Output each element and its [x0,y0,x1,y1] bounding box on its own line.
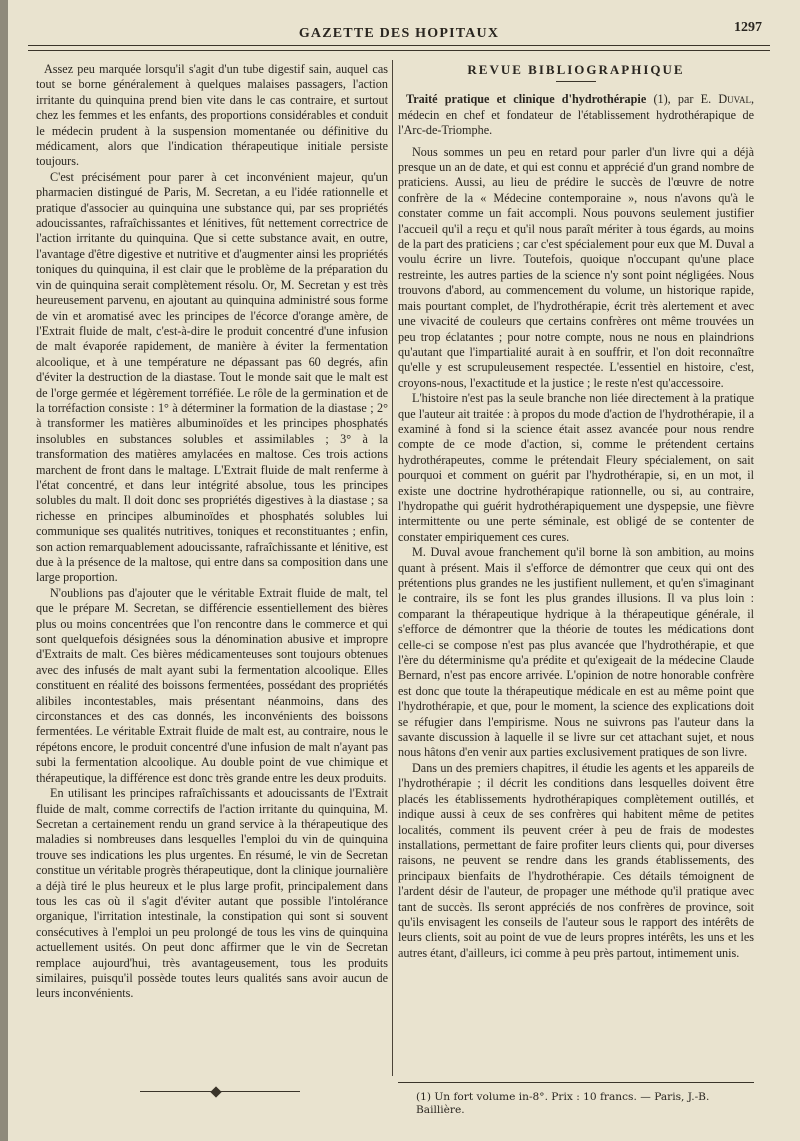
book-title: Traité pratique et clinique d'hydrothérapie [406,92,647,107]
book-reference [398,92,754,138]
right-paragraph-4: Dans un des premiers chapitres, il étudie les agents et les appareils de l'hydrothérapie ; il décrit les conditions dans lesquelles doivent être placés les établissements hydrothérapiques complètement outillés, et indique aussi à ceux de ses confrères qui habitent même de petites localités, comment ils peuvent créer à peu de frais de modestes installations, permettant de faire profiter leurs clients qui, pour diverses raisons, ne peuvent se rendre dans les grands établissements, des principaux bienfaits de l'hydrothérapie. Ces détails témoignent de l'ardent désir de l'auteur, de propager une méthode qu'il pratique avec tant de succès. Ils seront appréciés de nos confrères de province, soit qu'ils envisagent les conseils de l'auteur sous le rapport des intérêts de leurs clients, soit au point de vue de leurs propres intérêts, les uns et les autres étant, d'ailleurs, ici comme à peu près partout, intimement unis. [398,760,754,960]
page-edge-shadow [0,0,8,1141]
left-paragraph-1: Assez peu marquée lorsqu'il s'agit d'un tube digestif sain, auquel cas tout se borne généralement à quelques malaises passagers, l'action irritante du quinquina prend bien vite dans le cas contraire, et surtout chez les femmes et les enfants, des proportions considérables et conduit le médecin prudent à la suspension momentanée ou définitive du médicament, alors que l'indication thérapeutique initiale persiste toujours. [36,62,388,169]
page-header [28,18,770,58]
header-rule-bottom [28,50,770,51]
right-paragraph-1: Nous sommes un peu en retard pour parler d'un livre qui a déjà presque un an de date, et qui est connu et apprécié d'un grand nombre de praticiens. Aussi, au lieu de prédire le succès de l'œuvre de notre confrère de la « Médecine contemporaine », nous n'avons qu'à le constater comme un fait accompli. Nous pouvons seulement justifier l'accueil qu'il a reçu et qu'il nous paraît mériter à tous égards, au moins de la part des praticiens ; car c'est spécialement pour eux que M. Duval a voulu écrire un livre. Toutefois, quoique n'occupant qu'une place restreinte, les autres parties de la science n'y sont point négligées. Nous trouvons d'abord, au commencement du volume, un historique rapide, mais pourtant complet, de l'hydrothérapie, écrit très alertement et avec une vivacité de couleurs que certains confrères ont même trouvées un peu trop éclatantes ; pour notre compte, nous ne nous en plaindrions qu'autant que l'impartialité aurait à en souffrir, et l'on doit reconnaître qu'elle y est scrupuleusement respectée. L'essentiel en histoire, c'est, croyons-nous, l'exactitude et la justice ; le reste n'est qu'accessoire. [398,144,754,390]
left-paragraph-4: En utilisant les principes rafraîchissants et adoucissants de l'Extrait fluide de malt, comme correctifs de l'action irritante du quinquina, M. Secretan a certainement rendu un grand service à la thérapeutique des maladies si nombreuses dans lesquelles l'emploi du vin de quinquina trouve ses indications les plus urgentes. En résumé, le vin de Secretan constitue un véritable progrès thérapeutique, dont la clinique journalière a déjà tiré le plus heureux et le plus large profit, principalement dans tous les cas où il s'agit d'éviter autant que possible l'intolérance organique, l'irritation intestinale, la constipation qui sont si souvent consécutives à l'emploi un peu prolongé de tous les vins de quinquina actuellement usités. On peut donc affirmer que le vin de Secretan remplace aujourd'hui, très avantageusement, tous les produits similaires, puisqu'il possède toutes leurs qualités sans avoir aucun de leurs inconvénients. [36,786,388,1001]
right-column [398,62,754,961]
book-author: Duval [718,92,751,107]
book-note-ref: (1), par E. [653,92,712,107]
section-title-rule [556,81,596,82]
footnote-rule [398,1082,754,1083]
newspaper-title: GAZETTE DES HOPITAUX [298,26,500,41]
section-title: REVUE BIBLIOGRAPHIQUE [467,62,685,77]
right-paragraph-3: M. Duval avoue franchement qu'il borne là son ambition, au moins quant à présent. Mais il s'efforce de démontrer que ceux qui ont des prétentions plus grandes ne les justifient nullement, et qu'en s'imaginant le contraire, ils se font les plus grandes illusions. Il va plus loin : comparant la thérapeutique hydrique à la thérapeutique générale, il s'efforce de démontrer que la théorie de toutes les médications dont celle-ci se compose n'est pas plus avancée que l'hydrothérapie, et que l'ère du déterminisme qu'a prédite et qu'exigeait de la médecine Claude Bernard, n'est pas encore arrivée. L'opinion de notre honorable confrère est donc que toute la thérapeutique médicale en est au même point que l'hydrothérapie, et que, pour le moment, la science des explications doit se réfugier dans l'empirisme. Nous ne suivrons pas l'auteur dans la savante discussion à laquelle il se livre sur cet attachant sujet, et nous nous hâtons d'en venir aux parties exclusivement pratiques de son livre. [398,545,754,760]
left-column [36,62,388,1002]
right-paragraph-2: L'histoire n'est pas la seule branche non liée directement à la pratique que l'auteur ait traitée : à propos du mode d'action de l'hydrothérapie, il a examiné à fond si la science était assez avancée pour nous rendre compte de ce mode d'action, si, comme le prétendent certains hydrothérapeutes, comme le prétendait Fleury spécialement, on sait pourquoi et comment on guérit par l'hydrothérapie, si, en un mot, il existe une doctrine hydrothérapique rationnelle, ou si, au contraire, l'hydropathe qui guérit hydrothérapiquement une dyspepsie, une fièvre intermittente ou une perte séminale, est obligé de se contenter de constater empiriquement ces cures. [398,391,754,544]
footnote: (1) Un fort volume in-8°. Prix : 10 francs. — Paris, J.-B. Baillière. [416,1091,710,1116]
article-end-ornament [140,1088,300,1096]
header-rule-top [28,45,770,46]
column-divider [392,60,393,1076]
left-paragraph-2: C'est précisément pour parer à cet inconvénient majeur, qu'un pharmacien distingué de Paris, M. Secretan, a eu l'idée rationnelle et pratique d'associer au quinquina une substance qui, par ses propriétés adoucissantes, rafraîchissantes et lénitives, fût nettement correctrice de l'action irritante du quinquina. Que si cette substance avait, en outre, l'avantage d'être digestive et nutritive et d'augmenter ainsi les propriétés toniques du quinquina, il est clair que le problème de la préparation du vin de quinquina serait complètement résolu. Or, M. Secretan y est très heureusement parvenu, en ajoutant au quinquina administré sous forme de vin et aromatisé avec les principes de l'écorce d'orange amère, de l'Extrait fluide de malt, c'est-à-dire le produit concentré d'une infusion de malt évaporée rapidement, de manière à éviter la fermentation alcoolique, et à une température ne dépassant pas 60 degrés, afin d'éviter la destruction de la diastase. Tout le monde sait que le malt est de l'orge germée et légèrement torréfiée. Le rôle de la germination et de la torréfaction consiste : 1° à déterminer la formation de la diastase ; 2° à transformer les matières albuminoïdes et les principes phosphatés insolubles en substances solubles et assimilables ; 3° à la transformation des matières amylacées en maltose. Ces trois actions marchent de front dans le maltage. L'Extrait fluide de malt renferme à l'état concentré, et dans leur intégrité absolue, tous les principes solubles du malt. Il doit donc ses propriétés digestives à la diastase ; sa richesse en principes albuminoïdes et phosphatés solubles lui communique ses qualités nutritives, toniques et reconstituantes ; enfin, son action remarquablement adoucissante, rafraîchissante et lénitive, est due à la présence de la maltose, qui entre dans sa composition dans une large proportion. [36,169,388,585]
footnote-area [398,1072,754,1117]
left-paragraph-3: N'oublions pas d'ajouter que le véritable Extrait fluide de malt, tel que le prépare M. Secretan, se différencie essentiellement des bières plus ou moins concentrées que l'on rencontre dans le commerce et qui sont quelquefois désignées sous la dénomination abusive et impropre d'Extraits de malt. Ces bières médicamenteuses sont toujours obtenues avec des infusés de malt ayant subi la fermentation alcoolique. Elles constituent en réalité des boissons fermentées, possédant des propriétés alibiles incontestables, mais présentant néanmoins, dans des circonstances et des cas donnés, les inconvénients des boissons fermentées. Le véritable Extrait fluide de malt est, au contraire, nous le répétons encore, le produit concentré d'une infusion de malt n'ayant pas subi la fermentation alcoolique. Au double point de vue chimique et thérapeutique, la différence est donc très grande entre les deux produits. [36,585,388,785]
book-author-description: , médecin en chef et fondateur de l'établissement hydrothérapique de l'Arc-de-Triomphe. [398,92,755,138]
page-number: 1297 [734,20,762,35]
